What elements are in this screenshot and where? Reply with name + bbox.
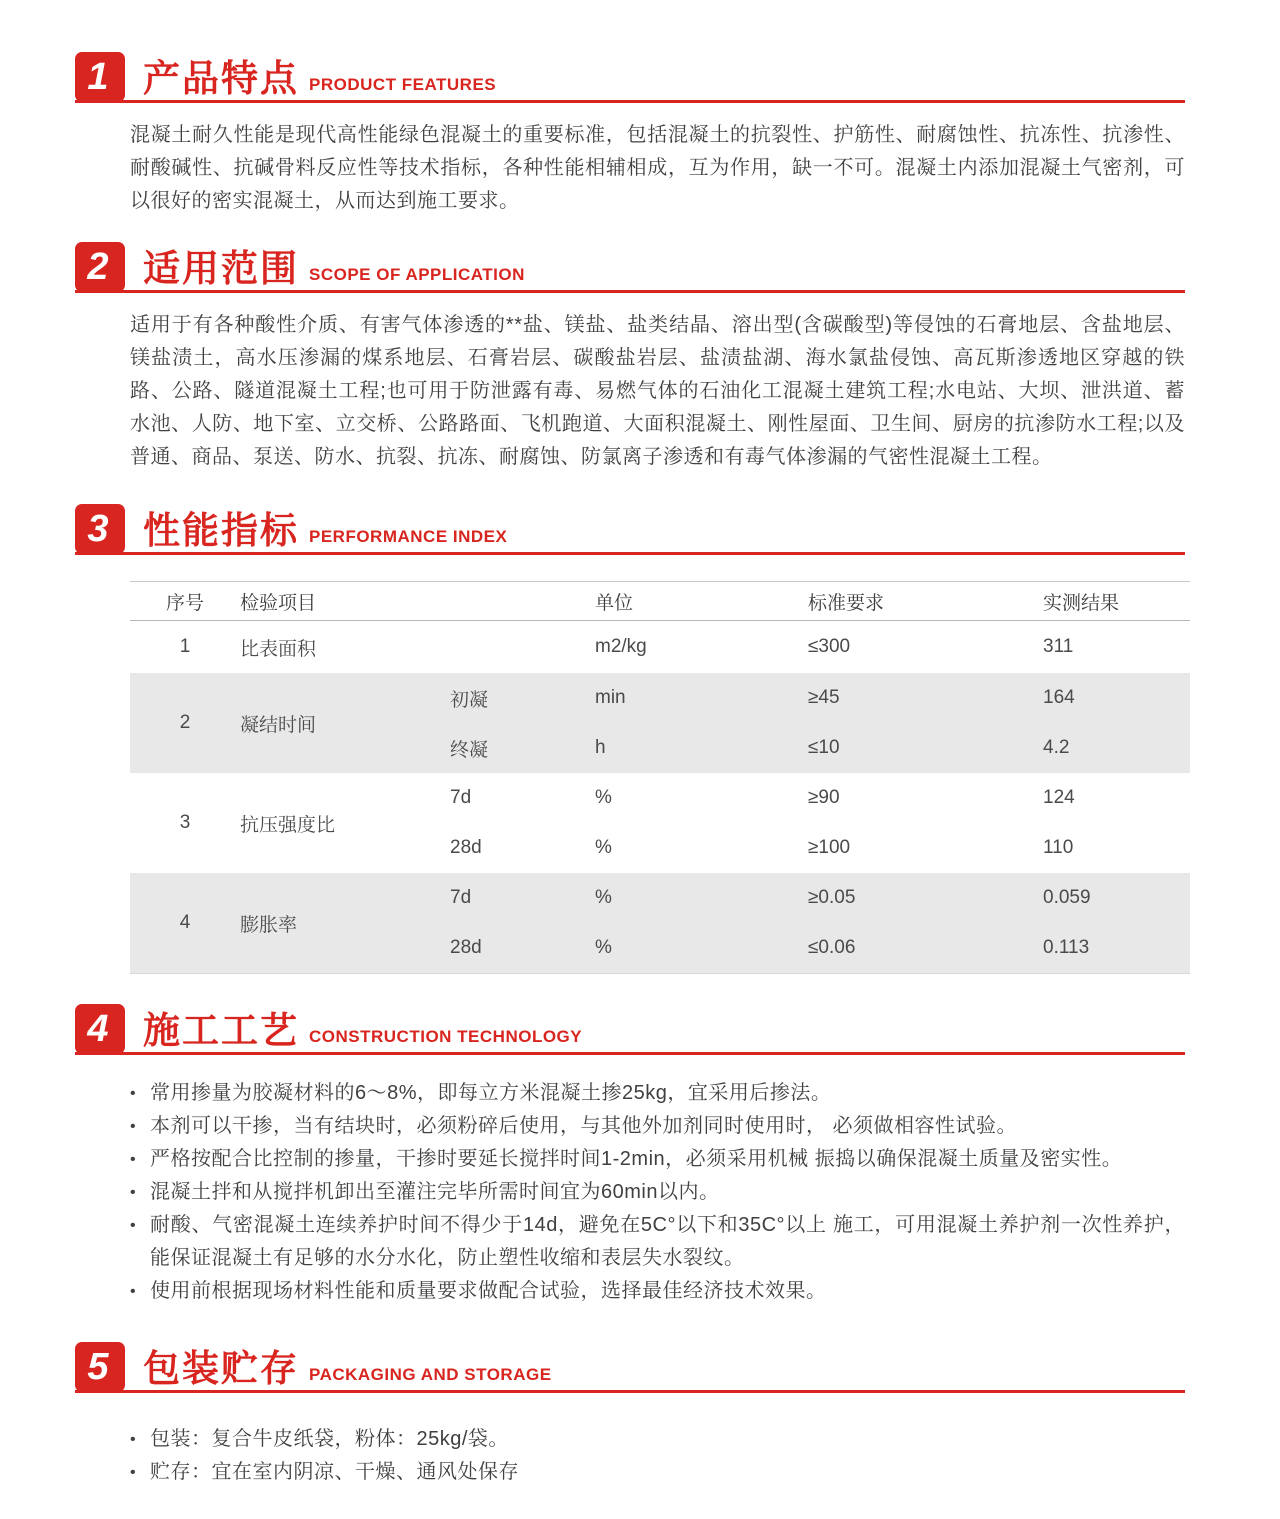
row-no: 1 <box>179 636 191 657</box>
bullet-text: 严格按配合比控制的掺量，干掺时要延长搅拌时间1-2min，必须采用机械 振捣以确保混凝土质量及密实性。 <box>150 1148 1123 1170</box>
bullet-icon: • <box>130 1085 137 1102</box>
row-no: 2 <box>179 712 191 733</box>
bullet-icon: • <box>130 1151 137 1168</box>
section-5-subtitle: PACKAGING AND STORAGE <box>309 1365 552 1384</box>
cell-result: 311 <box>1043 636 1074 657</box>
row-no: 4 <box>179 912 191 933</box>
bullet-text: 常用掺量为胶凝材料的6～8%，即每立方米混凝土掺25kg，宜采用后掺法。 <box>150 1082 832 1104</box>
cell-sub: 28d <box>450 837 482 858</box>
bullet-icon: • <box>130 1464 137 1481</box>
bullet-text: 混凝土拌和从搅拌机卸出至灌注完毕所需时间宜为60min以内。 <box>150 1181 720 1203</box>
cell-unit: min <box>595 687 626 708</box>
table-subrow <box>450 621 1190 673</box>
list-item <box>130 1110 1185 1143</box>
section-number: 5 <box>87 1345 109 1388</box>
section-4-header <box>75 1004 1185 1055</box>
section-2-subtitle: SCOPE OF APPLICATION <box>309 265 525 284</box>
cell-result: 124 <box>1043 787 1075 808</box>
cell-unit: % <box>595 787 612 808</box>
table-row <box>130 773 1190 873</box>
section-product-features <box>75 52 1185 218</box>
column-header-item: 检验项目 <box>240 592 317 614</box>
section-5-header <box>75 1342 1185 1393</box>
cell-unit: % <box>595 937 612 958</box>
list-item <box>130 1275 1185 1308</box>
table-subrow <box>450 873 1190 923</box>
row-item: 比表面积 <box>240 638 317 660</box>
row-no: 3 <box>179 812 191 833</box>
table-row <box>130 621 1190 673</box>
column-header-no: 序号 <box>165 592 204 614</box>
list-item <box>130 1143 1185 1176</box>
cell-unit: h <box>595 737 606 758</box>
list-item <box>130 1209 1185 1275</box>
section-1-subtitle: PRODUCT FEATURES <box>309 75 497 94</box>
bullet-icon: • <box>130 1217 137 1234</box>
row-item: 凝结时间 <box>240 714 317 736</box>
bullet-text: 耐酸、气密混凝土连续养护时间不得少于14d，避免在5C°以下和35C°以上 施工，可用混凝土养护剂一次性养护，能保证混凝土有足够的水分水化，防止塑性收缩和表层失水裂纹。 <box>150 1214 1185 1269</box>
bullet-icon: • <box>130 1184 137 1201</box>
section-4-number-badge <box>75 1004 125 1054</box>
column-header-result: 实测结果 <box>1043 592 1120 614</box>
list-item <box>130 1456 1185 1489</box>
section-number: 1 <box>87 55 109 98</box>
section-3-subtitle: PERFORMANCE INDEX <box>309 527 508 546</box>
cell-sub: 初凝 <box>450 689 489 711</box>
section-2-header <box>75 242 1185 293</box>
bullet-text: 使用前根据现场材料性能和质量要求做配合试验，选择最佳经济技术效果。 <box>150 1280 827 1302</box>
cell-result: 4.2 <box>1043 737 1070 758</box>
table-row <box>130 673 1190 773</box>
cell-sub: 终凝 <box>450 739 489 761</box>
section-5-number-badge <box>75 1342 125 1392</box>
section-packaging-and-storage <box>75 1342 1185 1489</box>
section-4-title: 施工工艺 <box>143 1010 299 1051</box>
section-2-number-badge <box>75 242 125 292</box>
section-construction-technology <box>75 1004 1185 1308</box>
section-1-title: 产品特点 <box>143 58 299 99</box>
cell-sub: 7d <box>450 787 472 808</box>
section-number: 4 <box>87 1007 109 1050</box>
bullet-icon: • <box>130 1283 137 1300</box>
list-item <box>130 1077 1185 1110</box>
section-scope-of-application <box>75 242 1185 474</box>
table-row <box>130 873 1190 973</box>
column-header-unit: 单位 <box>595 592 634 614</box>
cell-standard: ≤300 <box>808 636 851 657</box>
table-subrow <box>450 723 1190 773</box>
cell-standard: ≥100 <box>808 837 851 858</box>
cell-standard: ≤10 <box>808 737 840 758</box>
bullet-text: 包装：复合牛皮纸袋，粉体：25kg/袋。 <box>150 1428 509 1450</box>
section-1-header <box>75 52 1185 103</box>
cell-standard: ≥0.05 <box>808 887 856 908</box>
cell-standard: ≤0.06 <box>808 937 856 958</box>
table-subrow <box>450 673 1190 723</box>
section-1-number-badge <box>75 52 125 102</box>
section-number: 2 <box>87 245 109 288</box>
section-number: 3 <box>87 507 109 550</box>
section-3-title: 性能指标 <box>143 510 299 551</box>
cell-result: 0.113 <box>1043 937 1090 958</box>
cell-standard: ≥45 <box>808 687 840 708</box>
bullet-text: 本剂可以干掺，当有结块时，必须粉碎后使用，与其他外加剂同时使用时， 必须做相容性试验。 <box>150 1115 1018 1137</box>
cell-sub: 28d <box>450 937 482 958</box>
section-performance-index <box>75 504 1185 974</box>
table-header-row <box>130 581 1190 621</box>
packaging-storage-list <box>130 1423 1185 1489</box>
scope-of-application-paragraph: 适用于有各种酸性介质、有害气体渗透的**盐、镁盐、盐类结晶、溶出型(含碳酸型)等侵蚀的石膏地层、含盐地层、镁盐渍土，高水压渗漏的煤系地层、石膏岩层、碳酸盐岩层、盐渍盐湖、海水氯盐侵蚀、高瓦斯渗透地区穿越的铁路、公路、隧道混凝土工程;也可用于防泄露有毒、易燃气体的石油化工混凝土建筑工程;水电站、大坝、泄洪道、蓄水池、人防、地下室、立交桥、公路路面、飞机跑道、大面积混凝土、刚性屋面、卫生间、厨房的抗渗防水工程;以及普通、商品、泵送、防水、抗裂、抗冻、耐腐蚀、防氯离子渗透和有毒气体渗漏的气密性混凝土工程。 <box>130 314 1185 468</box>
bullet-icon: • <box>130 1431 137 1448</box>
cell-unit: m2/kg <box>595 636 647 657</box>
bullet-icon: • <box>130 1118 137 1135</box>
section-4-subtitle: CONSTRUCTION TECHNOLOGY <box>309 1027 583 1046</box>
cell-sub: 7d <box>450 887 472 908</box>
cell-unit: % <box>595 837 612 858</box>
table-subrow <box>450 923 1190 973</box>
table-subrow <box>450 773 1190 823</box>
bullet-text: 贮存：宜在室内阴凉、干燥、通风处保存 <box>150 1461 519 1483</box>
column-header-standard: 标准要求 <box>808 592 885 614</box>
cell-result: 0.059 <box>1043 887 1091 908</box>
cell-result: 110 <box>1043 837 1074 858</box>
section-2-title: 适用范围 <box>143 248 299 289</box>
list-item <box>130 1423 1185 1456</box>
construction-technology-list <box>130 1077 1185 1308</box>
table-subrow <box>450 823 1190 873</box>
cell-standard: ≥90 <box>808 787 840 808</box>
section-3-header <box>75 504 1185 555</box>
performance-index-table <box>130 581 1190 974</box>
product-features-paragraph: 混凝土耐久性能是现代高性能绿色混凝土的重要标准，包括混凝土的抗裂性、护筋性、耐腐蚀性、抗冻性、抗渗性、耐酸碱性、抗碱骨料反应性等技术指标，各种性能相辅相成，互为作用，缺一不可。混凝土内添加混凝土气密剂，可以很好的密实混凝土，从而达到施工要求。 <box>130 124 1185 212</box>
cell-result: 164 <box>1043 687 1075 708</box>
section-3-number-badge <box>75 504 125 554</box>
cell-unit: % <box>595 887 612 908</box>
section-5-title: 包装贮存 <box>143 1348 299 1389</box>
list-item <box>130 1176 1185 1209</box>
row-item: 膨胀率 <box>240 914 298 936</box>
row-item: 抗压强度比 <box>240 814 336 836</box>
